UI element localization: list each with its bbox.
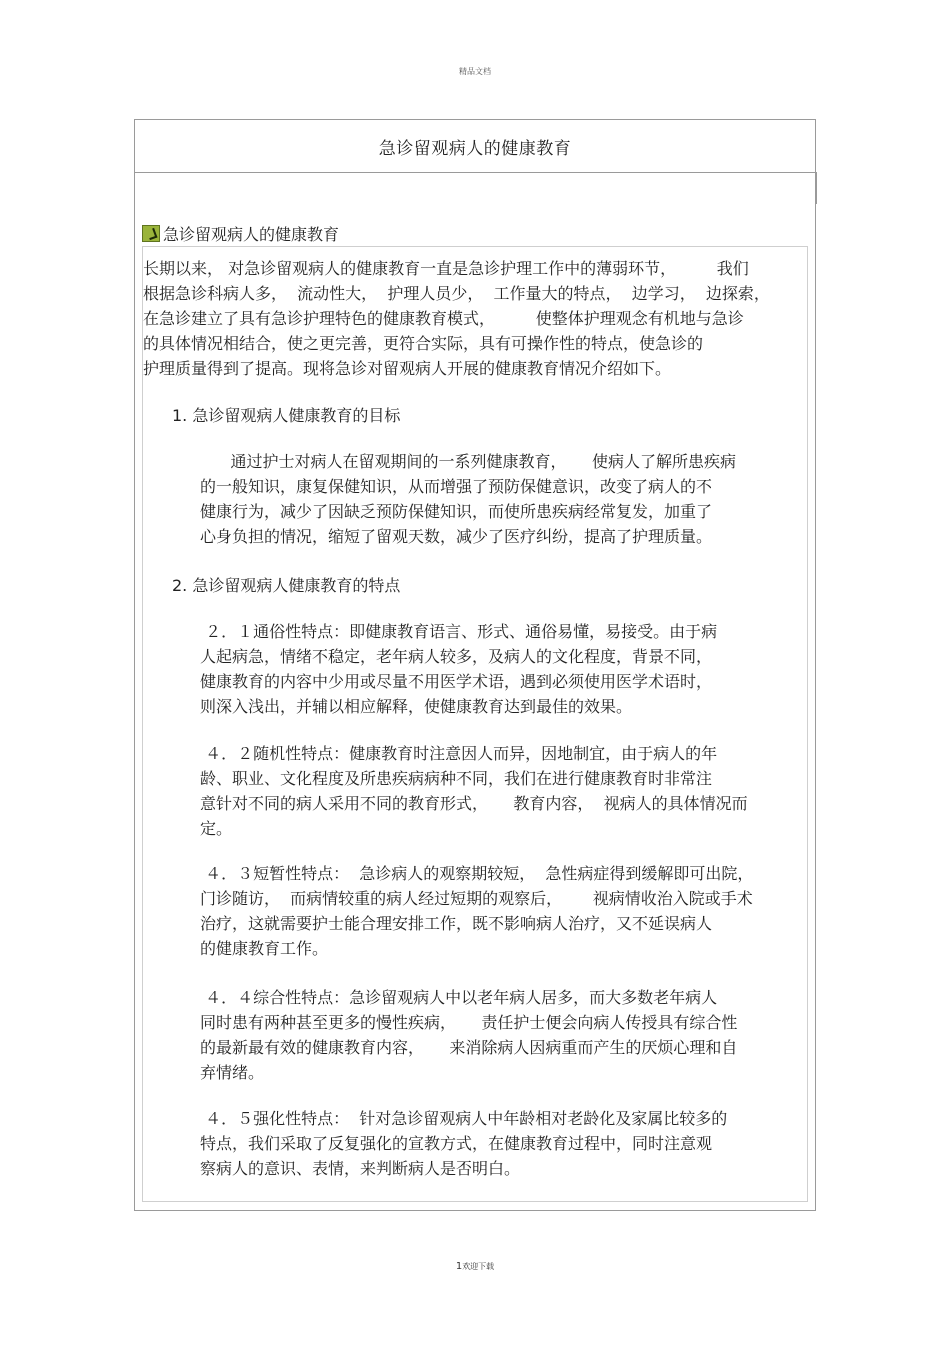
- paragraph-feature-popular: ２．１通俗性特点：即健康教育语言、形式、通俗易懂，易接受。由于病 人起病急，情绪不稳定，老年病人较多，及病人的文化程度，背景不同， 健康教育的内容中少用或尽量不用医学术语，遇到必须使用医学术语时， 则深入浅出，并辅以相应解释，使健康教育达到最佳的效果。: [200, 622, 718, 716]
- paragraph-feature-reinforce: ４．５强化性特点： 针对急诊留观病人中年龄相对老龄化及家属比较多的 特点，我们采取了反复强化的宣教方式，在健康教育过程中，同时注意观 察病人的意识、表情，来判断病人是否明白。: [200, 1109, 728, 1178]
- paragraph-feature-random: ４．２随机性特点：健康教育时注意因人而异，因地制宜，由于病人的年 龄、职业、文化程度及所患疾病病种不同，我们在进行健康教育时非常注 意针对不同的病人采用不同的教育形式， 教育内容， 视病人的具体情况而 定。: [200, 744, 748, 838]
- section-title: 急诊留观病人的健康教育: [163, 224, 340, 244]
- page-number: 1: [455, 1261, 463, 1272]
- paragraph-feature-comprehensive: ４．４综合性特点：急诊留观病人中以老年病人居多，而大多数老年病人 同时患有两种甚至更多的慢性疾病， 责任护士便会向病人传授具有综合性 的最新最有效的健康教育内容， 来消除病人因病重而产生的厌烦心理和自 弃情绪。: [200, 988, 738, 1082]
- footer-note: 欢迎下载: [462, 1262, 495, 1271]
- footer: [0, 1261, 950, 1272]
- divider: [815, 172, 817, 204]
- heading-goal: 1. 急诊留观病人健康教育的目标: [172, 406, 401, 425]
- document-title: 急诊留观病人的健康教育: [135, 120, 815, 173]
- paragraph-feature-short: ４．３短暂性特点： 急诊病人的观察期较短， 急性病症得到缓解即可出院， 门诊随访， 而病情较重的病人经过短期的观察后， 视病情收治入院或手术 治疗，这就需要护士能合理安排工作，既不影响病人治疗，又不延误病人 的健康教育工作。: [200, 864, 754, 958]
- green-bullet-icon: [142, 225, 160, 242]
- intro-paragraph: 长期以来， 对急诊留观病人的健康教育一直是急诊护理工作中的薄弱环节， 我们 根据急诊科病人多， 流动性大， 护理人员少， 工作量大的特点， 边学习， 边探索， 在急诊建立了具有急诊护理特色的健康教育模式， 使整体护理观念有机地与急诊 的具体情况相结合，使之更完善，更符合实际，具有可操作性的特点，使急诊的 护理质量得到了提高。现将急诊对留观病人开展的健康教育情况介绍如下。: [143, 259, 770, 378]
- paragraph-goal: 通过护士对病人在留观期间的一系列健康教育， 使病人了解所患疾病 的一般知识，康复保健知识，从而增强了预防保健意识，改变了病人的不 健康行为，减少了因缺乏预防保健知识，而使所患疾病经常复发，加重了 心身负担的情况，缩短了留观天数，减少了医疗纠纷，提高了护理质量。: [200, 452, 736, 546]
- heading-features: 2. 急诊留观病人健康教育的特点: [172, 576, 401, 595]
- section-heading: [142, 222, 339, 244]
- header-note: 精品文档: [459, 67, 491, 76]
